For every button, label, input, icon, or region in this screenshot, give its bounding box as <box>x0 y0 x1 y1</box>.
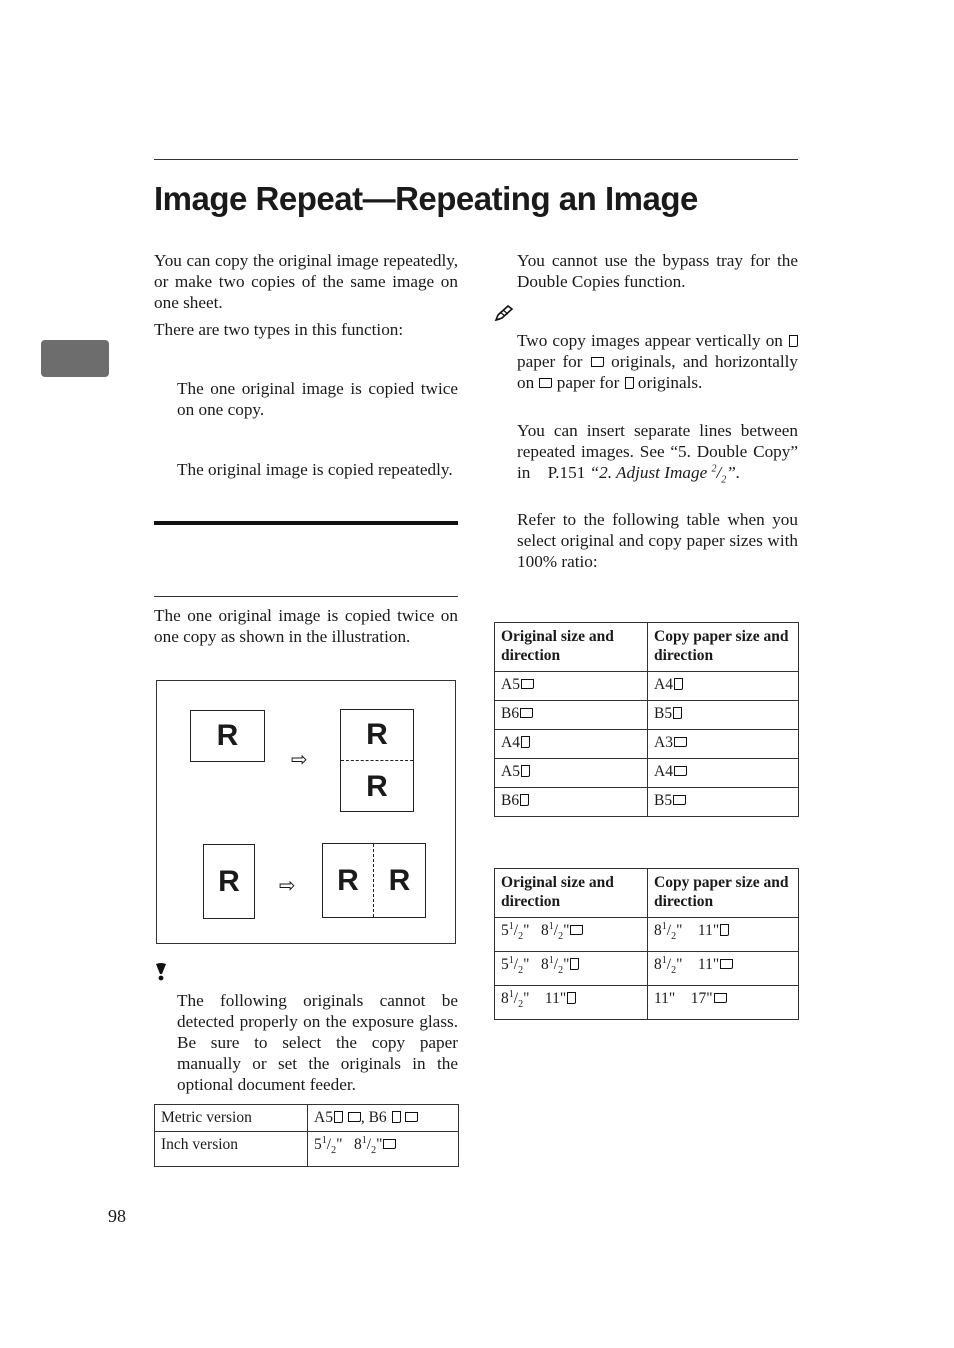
copy-vertical-page: R R <box>340 709 414 812</box>
double-copy-illustration <box>156 680 456 944</box>
type2-description: The original image is copied repeatedly. <box>177 460 453 479</box>
landscape-paper-icon <box>673 795 686 805</box>
note-orientation: Two copy images appear vertically on paper for originals, and horizontally on paper for originals. <box>517 331 799 392</box>
type1-description: The one original image is copied twice on one copy. <box>177 379 458 419</box>
landscape-paper-icon <box>348 1112 361 1122</box>
portrait-paper-icon <box>674 678 683 690</box>
table-row: B6 B5 <box>495 788 799 817</box>
subsection-rule <box>154 596 458 597</box>
portrait-paper-icon <box>570 958 579 970</box>
inch-version-value: $5^1/_2$" $8^1/_2$" <box>308 1132 459 1167</box>
page-title: Image Repeat—Repeating an Image <box>154 180 698 217</box>
header-copy: Copy paper size and direction <box>648 869 799 918</box>
portrait-paper-icon <box>625 377 634 389</box>
portrait-paper-icon <box>334 1111 343 1123</box>
header-copy: Copy paper size and direction <box>648 623 799 672</box>
note-pencil-icon <box>494 305 514 323</box>
landscape-paper-icon <box>591 357 604 367</box>
table-row: B6 B5 <box>495 701 799 730</box>
note-refer-table: Refer to the following table when you select original and copy paper sizes with 100% ratio: <box>517 510 798 571</box>
portrait-paper-icon <box>567 992 576 1004</box>
limitation-text: The following originals cannot be detected properly on the exposure glass. Be sure to select the copy paper manually or set the originals in the optional document feeder. <box>177 991 458 1094</box>
landscape-paper-icon <box>405 1112 418 1122</box>
metric-size-table <box>494 622 799 817</box>
portrait-paper-icon <box>673 707 682 719</box>
chapter-tab-marker <box>41 340 109 377</box>
landscape-paper-icon <box>674 766 687 776</box>
table-row: A5 A4 <box>495 672 799 701</box>
arrow-icon: ⇨ <box>279 873 296 897</box>
metric-version-label: Metric version <box>155 1105 308 1132</box>
section-divider <box>154 521 458 525</box>
header-original: Original size and direction <box>495 869 648 918</box>
landscape-paper-icon <box>383 1139 396 1149</box>
portrait-paper-icon <box>392 1111 401 1123</box>
inch-version-label: Inch version <box>155 1132 308 1167</box>
metric-version-value: A5 , B6 <box>308 1105 459 1132</box>
page-number: 98 <box>108 1206 126 1226</box>
landscape-paper-icon <box>714 993 727 1003</box>
landscape-paper-icon <box>674 737 687 747</box>
types-intro: There are two types in this function: <box>154 320 404 339</box>
portrait-paper-icon <box>789 335 798 347</box>
original-landscape-page: R <box>203 844 255 919</box>
table-row: A4 A3 <box>495 730 799 759</box>
version-table <box>154 1104 459 1167</box>
landscape-paper-icon <box>720 959 733 969</box>
portrait-paper-icon <box>720 924 729 936</box>
header-original: Original size and direction <box>495 623 648 672</box>
portrait-paper-icon <box>521 765 530 777</box>
landscape-paper-icon <box>570 925 583 935</box>
portrait-paper-icon <box>520 794 529 806</box>
note-separate-lines: You can insert separate lines between repeated images. See “5. Double Copy” in P.151 “2. Adjust Image $^2/_2$”. <box>517 421 798 486</box>
original-portrait-page: R <box>190 710 265 762</box>
arrow-icon: ⇨ <box>291 747 308 771</box>
inch-size-table <box>494 868 799 1020</box>
landscape-paper-icon <box>539 378 552 388</box>
section-description: The one original image is copied twice on one copy as shown in the illustration. <box>154 606 458 646</box>
portrait-paper-icon <box>521 736 530 748</box>
table-row: $5^1/_2$" $8^1/_2$" $8^1/_2$" 11" <box>495 952 799 986</box>
limitation-icon <box>153 962 169 982</box>
table-row: $8^1/_2$" 11" 11" 17" <box>495 986 799 1020</box>
intro-paragraph: You can copy the original image repeatedly, or make two copies of the same image on one sheet. <box>154 251 458 312</box>
bypass-note: You cannot use the bypass tray for the Double Copies function. <box>517 251 798 291</box>
landscape-paper-icon <box>520 708 533 718</box>
top-rule <box>154 159 798 160</box>
table-row: A5 A4 <box>495 759 799 788</box>
table-row: $5^1/_2$" $8^1/_2$" $8^1/_2$" 11" <box>495 918 799 952</box>
landscape-paper-icon <box>521 679 534 689</box>
copy-horizontal-page: R R <box>322 843 426 918</box>
